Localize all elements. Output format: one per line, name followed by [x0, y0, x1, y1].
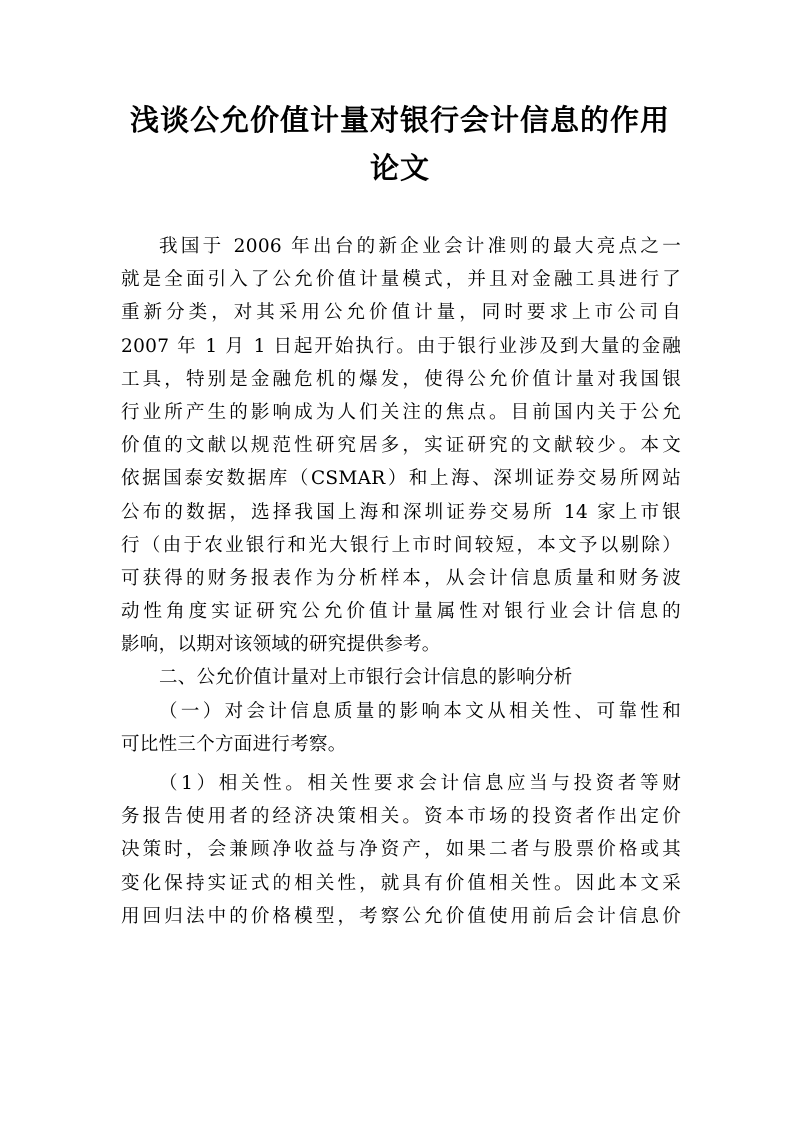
paragraph-1-line-11: 可获得的财务报表作为分析样本，从会计信息质量和财务波 — [121, 567, 681, 589]
paragraph-1-line-12: 动性角度实证研究公允价值计量属性对银行业会计信息的 — [121, 601, 681, 623]
section-heading-2: 二、公允价值计量对上市银行会计信息的影响分析 — [159, 667, 573, 689]
paragraph-1-line-4: 2007 年 1 月 1 日起开始执行。由于银行业涉及到大量的金融 — [121, 335, 681, 357]
subsection-heading-1-line-2: 可比性三个方面进行考察。 — [121, 733, 347, 755]
title-line-2: 论文 — [369, 151, 430, 185]
paragraph-1-line-13: 影响，以期对该领域的研究提供参考。 — [121, 634, 441, 656]
paragraph-relevance-line-5: 用回归法中的价格模型，考察公允价值使用前后会计信息价 — [121, 905, 681, 927]
document-title — [110, 96, 690, 192]
document-body — [121, 230, 681, 933]
paragraph-1-line-8: 依据国泰安数据库（CSMAR）和上海、深圳证券交易所网站 — [121, 468, 681, 490]
paragraph-1-line-2: 就是全面引入了公允价值计量模式，并且对金融工具进行了 — [121, 269, 681, 291]
title-line-1: 浅谈公允价值计量对银行会计信息的作用 — [129, 103, 670, 137]
paragraph-1-line-10: 行（由于农业银行和光大银行上市时间较短，本文予以剔除） — [121, 534, 681, 556]
paragraph-1-line-5: 工具，特别是金融危机的爆发，使得公允价值计量对我国银 — [121, 368, 681, 390]
paragraph-1-line-3: 重新分类，对其采用公允价值计量，同时要求上市公司自 — [121, 302, 681, 324]
subsection-heading-1-line-1: （一）对会计信息质量的影响本文从相关性、可靠性和 — [159, 700, 681, 722]
paragraph-relevance-line-4: 变化保持实证式的相关性，就具有价值相关性。因此本文采 — [121, 872, 681, 894]
paragraph-1-line-1: 我国于 2006 年出台的新企业会计准则的最大亮点之一 — [159, 236, 681, 257]
paragraph-relevance-line-3: 决策时，会兼顾净收益与净资产，如果二者与股票价格或其 — [121, 839, 681, 861]
paragraph-relevance-line-2: 务报告使用者的经济决策相关。资本市场的投资者作出定价 — [121, 806, 681, 828]
paragraph-1-line-6: 行业所产生的影响成为人们关注的焦点。目前国内关于公允 — [121, 401, 681, 423]
paragraph-relevance-line-1: （1）相关性。相关性要求会计信息应当与投资者等财 — [159, 773, 681, 794]
paragraph-1-line-9: 公布的数据，选择我国上海和深圳证券交易所 14 家上市银 — [121, 501, 681, 523]
paragraph-1-line-7: 价值的文献以规范性研究居多，实证研究的文献较少。本文 — [121, 435, 681, 457]
